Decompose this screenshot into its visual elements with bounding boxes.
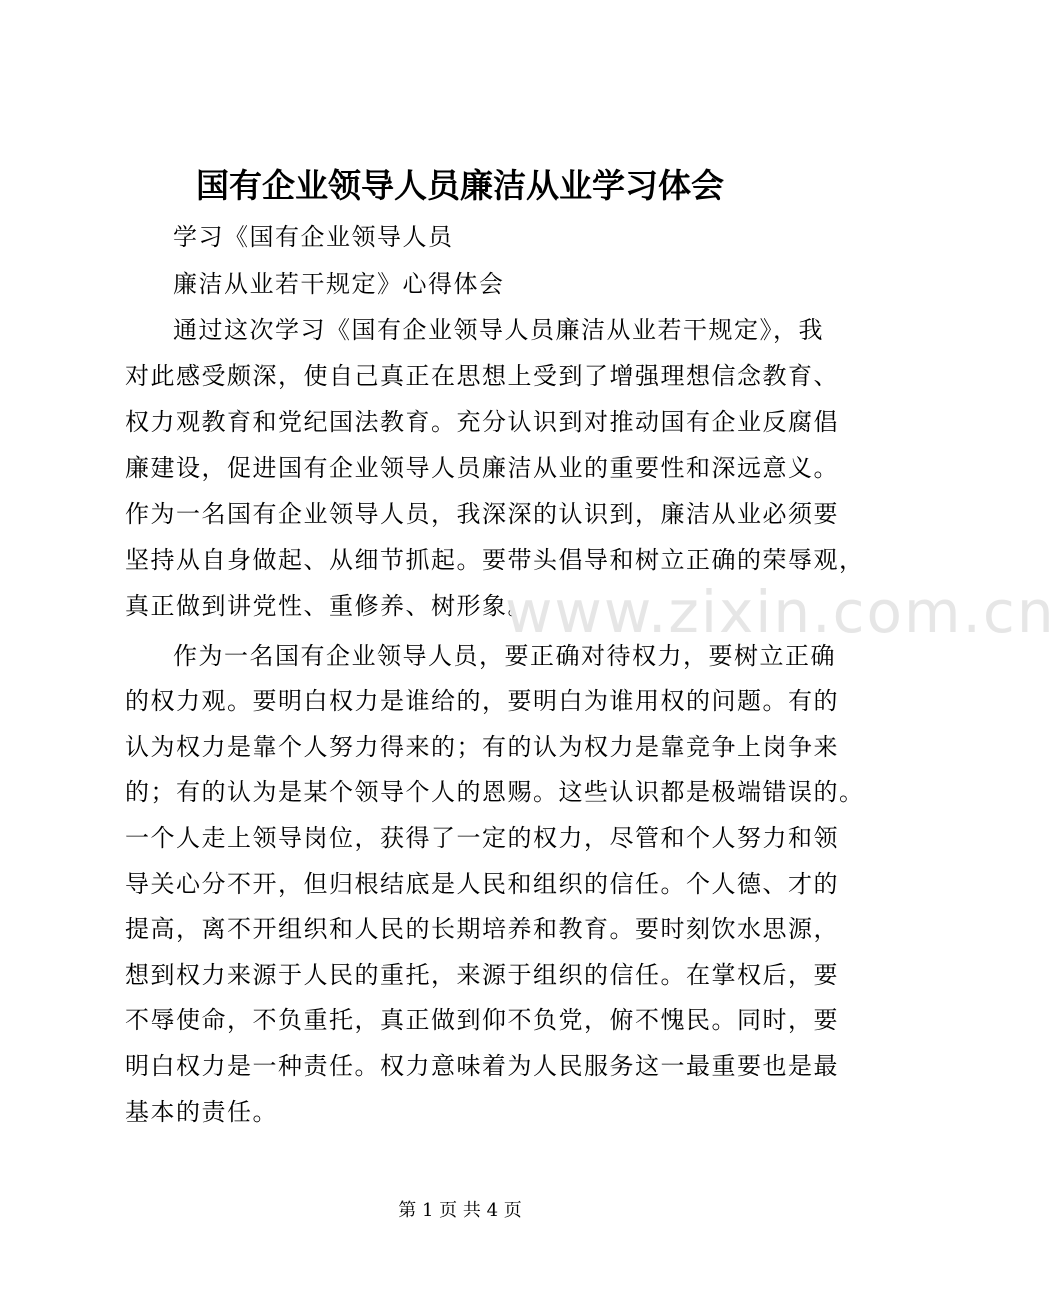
paragraph-2-line-11: 基本的责任。 xyxy=(125,1098,278,1126)
paragraph-1-line-6: 坚持从自身做起、从细节抓起。要带头倡导和树立正确的荣辱观， xyxy=(125,546,865,574)
paragraph-1-line-3: 权力观教育和党纪国法教育。充分认识到对推动国有企业反腐倡 xyxy=(125,408,839,436)
paragraph-2-line-3: 认为权力是靠个人努力得来的；有的认为权力是靠竞争上岗争来 xyxy=(125,733,839,761)
paragraph-2-line-1: 作为一名国有企业领导人员，要正确对待权力，要树立正确 xyxy=(173,642,836,670)
page-number-footer: 第 1 页 共 4 页 xyxy=(398,1200,522,1221)
paragraph-2-line-4: 的；有的认为是某个领导个人的恩赐。这些认识都是极端错误的。 xyxy=(125,778,865,806)
paragraph-2-line-8: 想到权力来源于人民的重托，来源于组织的信任。在掌权后，要 xyxy=(125,961,839,989)
paragraph-2-line-5: 一个人走上领导岗位，获得了一定的权力，尽管和个人努力和领 xyxy=(125,824,839,852)
paragraph-2-line-6: 导关心分不开，但归根结底是人民和组织的信任。个人德、才的 xyxy=(125,870,839,898)
document-title: 国有企业领导人员廉洁从业学习体会 xyxy=(196,166,724,205)
subtitle-line-2: 廉洁从业若干规定》心得体会 xyxy=(173,270,505,298)
subtitle-line-1: 学习《国有企业领导人员 xyxy=(173,223,454,251)
watermark: www.zixin.com.cn xyxy=(505,578,1056,646)
paragraph-2-line-10: 明白权力是一种责任。权力意味着为人民服务这一最重要也是最 xyxy=(125,1052,839,1080)
paragraph-1-line-7: 真正做到讲党性、重修养、树形象。 xyxy=(125,592,533,620)
paragraph-1-line-2: 对此感受颇深，使自己真正在思想上受到了增强理想信念教育、 xyxy=(125,362,839,390)
paragraph-1-line-4: 廉建设，促进国有企业领导人员廉洁从业的重要性和深远意义。 xyxy=(125,454,839,482)
paragraph-2-line-2: 的权力观。要明白权力是谁给的，要明白为谁用权的问题。有的 xyxy=(125,687,839,715)
paragraph-2-line-7: 提高，离不开组织和人民的长期培养和教育。要时刻饮水思源， xyxy=(125,915,839,943)
paragraph-1-line-1: 通过这次学习《国有企业领导人员廉洁从业若干规定》，我 xyxy=(173,316,824,344)
paragraph-1-line-5: 作为一名国有企业领导人员，我深深的认识到，廉洁从业必须要 xyxy=(125,500,839,528)
paragraph-2-line-9: 不辱使命，不负重托，真正做到仰不负党，俯不愧民。同时，要 xyxy=(125,1006,839,1034)
